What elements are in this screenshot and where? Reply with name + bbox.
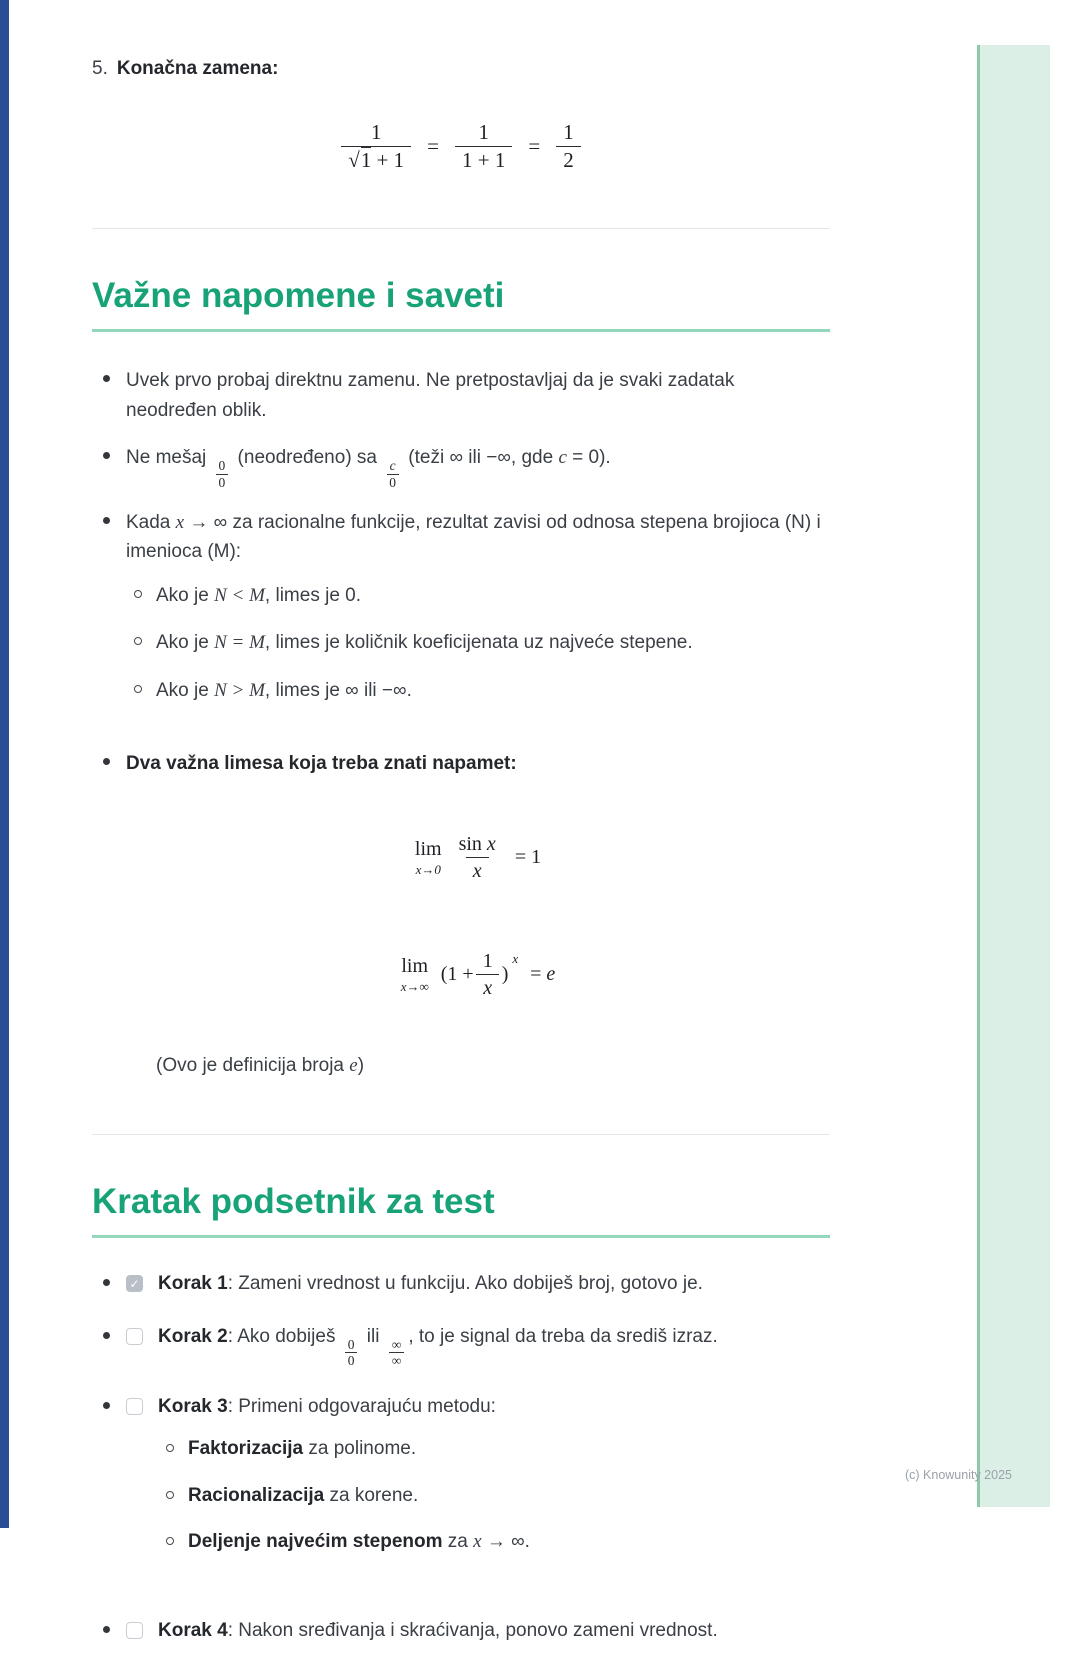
text-segment: : Nakon sređivanja i skraćivanja, ponovo zameni vrednost. — [227, 1619, 718, 1641]
list-item — [92, 749, 830, 778]
step-label: Korak 4 — [158, 1619, 228, 1641]
equals-sign: = — [427, 133, 440, 158]
sub-item-text — [156, 676, 830, 705]
display-formula-final-substitution — [92, 119, 830, 175]
sub-list-item — [158, 1482, 830, 1511]
fraction-numerator: 1 — [482, 949, 493, 972]
bullet-marker — [158, 1482, 188, 1511]
step-label: Korak 1 — [158, 1273, 228, 1295]
text-segment: , limes je 0. — [264, 584, 362, 606]
fraction-numerator: 1 — [370, 119, 382, 144]
bullet-dot-icon — [103, 1332, 110, 1339]
fraction — [455, 119, 512, 175]
text-segment: , limes je ∞ ili −∞. — [264, 679, 412, 701]
fraction-numerator: ∞ — [389, 1337, 405, 1354]
lim-subscript: x→0 — [415, 861, 441, 877]
numbered-item-5 — [92, 55, 830, 83]
sub-item-text — [188, 1528, 830, 1557]
notes-list — [92, 366, 830, 1080]
bullet-circle-icon — [166, 1491, 174, 1499]
content-area — [92, 55, 830, 1669]
text-segment: : Zameni vrednost u funkciju. Ako dobiješ broj, gotovo je. — [227, 1273, 703, 1295]
bullet-marker — [92, 1393, 126, 1409]
fraction — [341, 119, 411, 175]
text-segment: (neodređeno) sa — [232, 447, 383, 469]
bullet-marker — [92, 948, 126, 1001]
inline-fraction — [386, 458, 399, 490]
math-constant-e: e — [349, 1054, 358, 1076]
lim-word: lim — [401, 954, 429, 977]
sub-item-text — [188, 1435, 830, 1464]
method-name: Racionalizacija — [188, 1484, 325, 1506]
fraction-denominator: 0 — [347, 1353, 355, 1369]
math-variable: x — [175, 512, 185, 534]
text-segment: Ne mešaj — [126, 447, 212, 469]
text-segment: → ∞ za racionalne funkcije, rezultat zavisi od odnosa stepena brojioca (N) i imenioca (M): — [126, 512, 821, 563]
methods-sub-list — [158, 1435, 830, 1557]
text-segment: → ∞. — [481, 1531, 530, 1553]
section-title-kratak-podsetnik: Kratak podsetnik za test — [92, 1182, 495, 1222]
sub-item-text — [156, 581, 830, 610]
lim-subscript: x→∞ — [400, 978, 429, 994]
page-edge-strip — [977, 45, 1050, 1507]
text-segment: za korene. — [324, 1484, 419, 1506]
equals-sign: = — [528, 133, 541, 158]
section-title-underline — [92, 1235, 830, 1238]
sub-list — [126, 581, 830, 705]
formula-content — [126, 948, 830, 1001]
text-segment: : Primeni odgovarajuću metodu: — [227, 1395, 496, 1417]
equals-sign: = — [530, 962, 547, 985]
bullet-marker — [126, 676, 156, 705]
checkbox-korak-2[interactable] — [126, 1328, 143, 1345]
item-title-colon: : — [272, 58, 279, 79]
close-paren: ) — [501, 962, 509, 985]
text-segment: (teži ∞ ili −∞, gde — [403, 447, 559, 469]
sub-item-text — [156, 628, 830, 657]
item-title: Konačna zamena — [116, 58, 273, 79]
fraction-denominator: 1 + 1 — [455, 146, 512, 174]
display-formula-limit-sinx — [92, 831, 830, 884]
bullet-dot-icon — [103, 1402, 110, 1409]
bullet-marker — [158, 1528, 188, 1557]
checklist-item — [92, 1393, 830, 1575]
reminder-checklist — [92, 1270, 830, 1645]
fraction-denominator: ∞ — [391, 1353, 402, 1369]
bullet-circle-icon — [134, 637, 142, 645]
list-item-text: Dva važna limesa koja treba znati napamet: — [126, 753, 517, 775]
inline-fraction — [389, 1337, 405, 1369]
text-segment: ) — [357, 1054, 365, 1076]
text-segment: Ako je — [156, 632, 215, 654]
bullet-marker — [158, 1435, 188, 1464]
fraction-denominator: x — [476, 974, 499, 1001]
math-variable: x — [486, 832, 496, 855]
fraction-numerator: 1 — [563, 119, 574, 144]
math-expression: N < M — [214, 584, 265, 606]
denominator-rest: + 1 — [371, 147, 405, 172]
list-item — [92, 366, 830, 425]
fraction-numerator: 1 — [478, 119, 489, 144]
text-segment: Kada — [126, 512, 176, 534]
bullet-dot-icon — [103, 517, 110, 524]
bullet-circle-icon — [134, 685, 142, 693]
fraction-numerator: 0 — [345, 1337, 358, 1354]
text-segment: (Ovo je definicija broja — [156, 1054, 350, 1076]
fraction-numerator: c — [387, 458, 399, 475]
fraction-denominator: 0 — [389, 474, 397, 490]
list-item — [92, 508, 830, 723]
bullet-dot-icon — [103, 375, 110, 382]
text-segment: Ako je — [156, 679, 215, 701]
fraction-denominator: 2 — [556, 146, 581, 174]
step-label: Korak 2 — [158, 1325, 228, 1347]
copyright-footer: (c) Knowunity 2025 — [904, 1468, 1012, 1482]
sqrt-symbol: √ — [348, 147, 360, 172]
sub-item-text — [188, 1482, 830, 1511]
limit-operator — [415, 839, 442, 876]
checklist-item-text — [158, 1323, 830, 1369]
sub-list-item — [126, 581, 830, 610]
sub-list-item — [126, 628, 830, 657]
bullet-circle-icon — [166, 1444, 174, 1452]
bullet-marker — [92, 1323, 126, 1339]
open-paren-expression: (1 + — [440, 962, 474, 985]
inline-fraction — [216, 458, 229, 490]
lim-word: lim — [414, 837, 442, 860]
method-name: Deljenje najvećim stepenom — [188, 1531, 443, 1553]
text-segment: , limes je količnik koeficijenata uz najveće stepene. — [264, 632, 693, 654]
fraction-denominator — [341, 146, 411, 174]
text-segment: = 0). — [566, 447, 611, 469]
bullet-circle-icon — [166, 1537, 174, 1545]
bullet-circle-icon — [134, 590, 142, 598]
fraction-numerator — [452, 831, 503, 857]
left-accent-bar — [0, 0, 9, 1528]
step-label: Korak 3 — [158, 1395, 228, 1417]
section-title-underline — [92, 329, 830, 332]
bullet-marker — [126, 628, 156, 657]
checklist-item-text — [158, 1270, 830, 1299]
method-name: Faktorizacija — [188, 1438, 304, 1460]
function-name: sin — [458, 832, 487, 855]
fraction-denominator: x — [466, 857, 489, 884]
math-expression: N = M — [214, 632, 265, 654]
sub-list-item — [158, 1435, 830, 1464]
text-segment: , to je signal da treba da središ izraz. — [408, 1325, 718, 1347]
bullet-dot-icon — [103, 452, 110, 459]
bullet-marker — [92, 366, 126, 425]
limit-operator — [401, 956, 429, 993]
exponent: x — [512, 951, 519, 967]
checkbox-korak-1[interactable] — [126, 1275, 143, 1292]
checkbox-korak-3[interactable] — [126, 1398, 143, 1415]
item-number: 5. — [92, 58, 108, 79]
bullet-marker — [92, 443, 126, 490]
list-item — [92, 443, 830, 490]
bullet-marker — [92, 831, 126, 884]
fraction — [452, 831, 503, 884]
equals-result — [530, 959, 555, 990]
math-variable: x — [473, 1531, 482, 1553]
math-constant-e: e — [546, 962, 556, 985]
text-segment: : Ako dobiješ — [227, 1325, 341, 1347]
sub-list-item — [158, 1528, 830, 1557]
bullet-dot-icon — [103, 758, 110, 765]
bullet-marker — [92, 1617, 126, 1633]
bullet-marker — [92, 508, 126, 723]
inline-fraction — [345, 1337, 358, 1369]
horizontal-divider — [92, 228, 830, 229]
bullet-dot-icon — [103, 1626, 110, 1633]
math-variable: c — [558, 447, 567, 469]
math-expression: N > M — [214, 679, 265, 701]
section-title-vazne-napomene: Važne napomene i saveti — [92, 276, 505, 316]
checkbox-korak-4[interactable] — [126, 1622, 143, 1639]
text-segment: za polinome. — [303, 1438, 417, 1460]
checklist-item-text — [158, 1393, 830, 1575]
fraction-numerator: 0 — [216, 458, 229, 475]
fraction — [556, 119, 581, 175]
equals-result: = 1 — [514, 845, 542, 868]
list-item-text — [126, 508, 830, 723]
checklist-item-text — [158, 1617, 830, 1646]
bullet-marker — [92, 749, 126, 778]
text-segment: ili — [361, 1325, 385, 1347]
sqrt-argument: 1 — [360, 147, 372, 172]
list-item-text — [126, 443, 830, 490]
display-formula-limit-e — [92, 948, 830, 1001]
sub-list-item — [126, 676, 830, 705]
definition-note — [156, 1051, 830, 1080]
list-item-text: Uvek prvo probaj direktnu zamenu. Ne pretpostavljaj da je svaki zadatak neodređen oblik. — [126, 370, 735, 421]
text-segment: Ako je — [156, 584, 215, 606]
checklist-item — [92, 1270, 830, 1299]
fraction-denominator: 0 — [218, 474, 226, 490]
fraction — [476, 948, 500, 1001]
horizontal-divider — [92, 1134, 830, 1135]
check-icon: ✓ — [129, 1276, 140, 1291]
text-segment: za — [442, 1531, 474, 1553]
bullet-marker — [126, 581, 156, 610]
checklist-item — [92, 1617, 830, 1646]
checklist-item — [92, 1323, 830, 1369]
formula-content — [126, 831, 830, 884]
bullet-marker — [92, 1270, 126, 1286]
bullet-dot-icon — [103, 1279, 110, 1286]
